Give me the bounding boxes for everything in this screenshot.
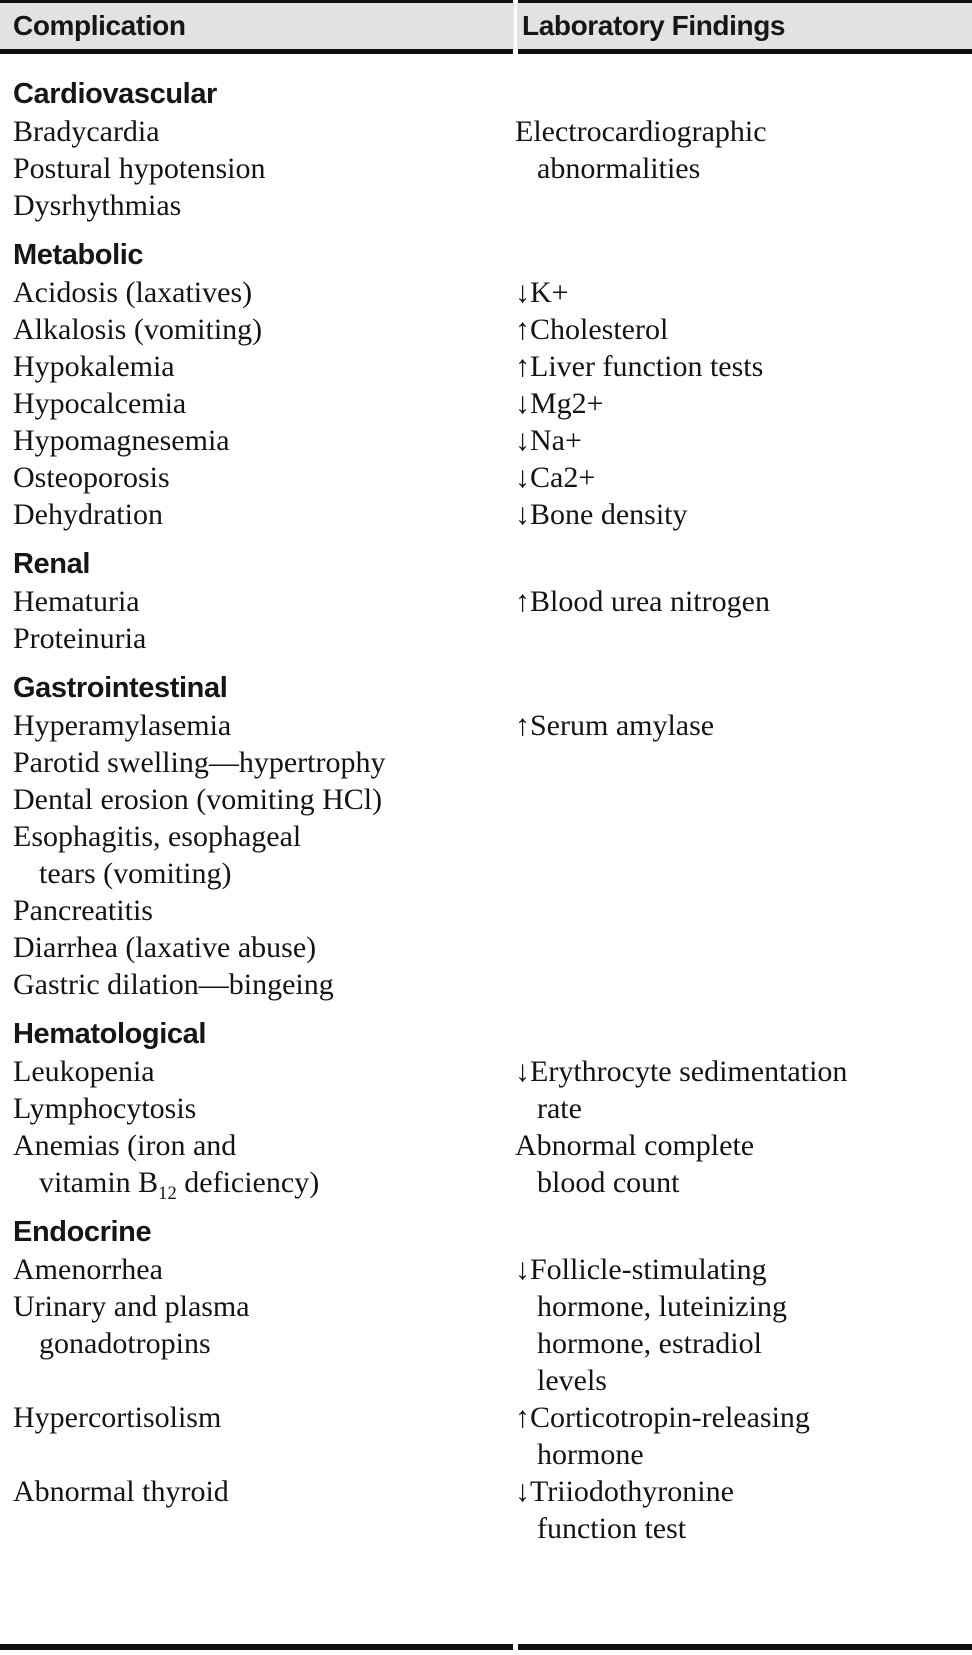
lab-finding-cell: hormone, estradiol	[537, 1327, 762, 1360]
lab-finding-cell: ↓Erythrocyte sedimentation	[515, 1055, 848, 1088]
section-gastrointestinal	[0, 670, 972, 1003]
bottom-rule-right-segment	[518, 1644, 972, 1650]
table-row	[0, 422, 972, 459]
lab-finding-cell: ↑Blood urea nitrogen	[515, 585, 770, 618]
complication-cell: Anemias (iron and	[13, 1129, 237, 1162]
section-hematological	[0, 1016, 972, 1204]
lab-finding-cell	[502, 620, 972, 657]
table-row	[0, 1473, 972, 1510]
header-rule-left-segment	[0, 49, 513, 54]
complication-cell: Hypocalcemia	[13, 387, 187, 420]
complication-cell: Dysrhythmias	[13, 189, 182, 222]
lab-finding-cell: Abnormal complete	[515, 1129, 755, 1162]
table-row	[0, 113, 972, 150]
lab-finding-cell: abnormalities	[537, 152, 701, 185]
lab-finding-cell: ↓K+	[515, 276, 569, 309]
lab-finding-cell: ↑Corticotropin-releasing	[515, 1401, 810, 1434]
lab-finding-cell: ↓Follicle-stimulating	[515, 1253, 767, 1286]
table-row	[0, 1251, 972, 1288]
section-heading-renal: Renal	[13, 548, 90, 580]
table-row	[0, 348, 972, 385]
lab-finding-cell: ↓Mg2+	[515, 387, 604, 420]
table-row	[0, 966, 972, 1003]
complication-cell: Lymphocytosis	[13, 1092, 197, 1125]
complication-cell: tears (vomiting)	[39, 857, 232, 890]
lab-finding-cell: ↓Ca2+	[515, 461, 596, 494]
complication-cell	[0, 1510, 502, 1547]
table-row	[0, 150, 972, 187]
table-row	[0, 1164, 972, 1204]
table-row	[0, 707, 972, 744]
lab-finding-cell: ↓Na+	[515, 424, 582, 457]
section-endocrine	[0, 1214, 972, 1547]
lab-finding-cell: ↑Liver function tests	[515, 350, 764, 383]
lab-finding-cell	[502, 818, 972, 855]
table-row	[0, 1399, 972, 1436]
lab-finding-cell: ↑Cholesterol	[515, 313, 669, 346]
lab-finding-cell: function test	[537, 1512, 687, 1545]
column-header-laboratory-findings-label: Laboratory Findings	[522, 10, 786, 41]
lab-finding-cell: ↑Serum amylase	[515, 709, 715, 742]
table-row	[0, 1325, 972, 1362]
complication-cell: Osteoporosis	[13, 461, 170, 494]
table-row	[0, 744, 972, 781]
subscript-text: 12	[158, 1183, 177, 1204]
section-heading-metabolic: Metabolic	[13, 239, 144, 271]
table-row	[0, 1436, 972, 1473]
column-header-laboratory-findings	[517, 3, 972, 49]
column-header-complication-label: Complication	[13, 10, 186, 41]
table-row	[0, 583, 972, 620]
complication-cell: Acidosis (laxatives)	[13, 276, 253, 309]
complication-cell: Abnormal thyroid	[13, 1475, 229, 1508]
lab-finding-cell: rate	[537, 1092, 582, 1125]
column-header-complication	[0, 3, 514, 49]
section-heading-cardiovascular: Cardiovascular	[13, 78, 217, 110]
complication-cell: Hematuria	[13, 585, 140, 618]
section-heading-hematological: Hematological	[13, 1018, 207, 1050]
section-heading-endocrine: Endocrine	[13, 1216, 152, 1248]
table-header-row	[0, 3, 972, 49]
table-row	[0, 1510, 972, 1547]
table-row	[0, 459, 972, 496]
table-row	[0, 1090, 972, 1127]
table-row	[0, 274, 972, 311]
lab-finding-cell: hormone, luteinizing	[537, 1290, 787, 1323]
table-row	[0, 781, 972, 818]
lab-finding-cell: ↓Bone density	[515, 498, 688, 531]
complication-cell: Proteinuria	[13, 622, 147, 655]
table-row	[0, 1362, 972, 1399]
complication-cell: gonadotropins	[39, 1327, 211, 1360]
lab-finding-cell: ↓Triiodothyronine	[515, 1475, 734, 1508]
lab-finding-cell	[502, 855, 972, 892]
table-row	[0, 818, 972, 855]
complication-text: vitamin B	[39, 1166, 159, 1199]
lab-finding-cell: Electrocardiographic	[515, 115, 767, 148]
complication-cell: Hyperamylasemia	[13, 709, 232, 742]
complication-cell: Gastric dilation—bingeing	[13, 968, 334, 1001]
table-row	[0, 187, 972, 224]
header-divider-rule	[0, 49, 972, 54]
section-metabolic	[0, 237, 972, 533]
complication-cell: Urinary and plasma	[13, 1290, 250, 1323]
complication-cell: Postural hypotension	[13, 152, 266, 185]
table-body	[0, 54, 972, 1547]
table-row	[0, 1053, 972, 1090]
lab-finding-cell: blood count	[537, 1166, 680, 1199]
complication-cell	[0, 1164, 502, 1204]
section-cardiovascular	[0, 76, 972, 224]
complication-cell: Amenorrhea	[13, 1253, 163, 1286]
section-heading-gastrointestinal: Gastrointestinal	[13, 672, 228, 704]
lab-finding-cell: hormone	[537, 1438, 644, 1471]
complication-cell: Parotid swelling—hypertrophy	[13, 746, 386, 779]
lab-finding-cell: levels	[537, 1364, 607, 1397]
section-renal	[0, 546, 972, 657]
complication-cell: Pancreatitis	[13, 894, 153, 927]
complication-cell: Hypokalemia	[13, 350, 175, 383]
lab-finding-cell	[502, 744, 972, 781]
complication-cell: Esophagitis, esophageal	[13, 820, 302, 853]
complication-cell: Dehydration	[13, 498, 163, 531]
lab-finding-cell	[502, 966, 972, 1003]
complication-cell: Leukopenia	[13, 1055, 155, 1088]
lab-finding-cell	[502, 929, 972, 966]
table-row	[0, 620, 972, 657]
complication-cell: Hypercortisolism	[13, 1401, 222, 1434]
complication-cell: Alkalosis (vomiting)	[13, 313, 263, 346]
table-row	[0, 892, 972, 929]
table-bottom-rule	[0, 1644, 972, 1650]
complication-cell	[0, 1362, 502, 1399]
header-rule-right-segment	[518, 49, 972, 54]
lab-finding-cell	[502, 187, 972, 224]
table-row	[0, 385, 972, 422]
table-row	[0, 496, 972, 533]
complication-cell	[0, 1436, 502, 1473]
complication-cell: Diarrhea (laxative abuse)	[13, 931, 317, 964]
table-row	[0, 311, 972, 348]
lab-finding-cell	[502, 781, 972, 818]
lab-finding-cell	[502, 892, 972, 929]
complication-cell: Bradycardia	[13, 115, 160, 148]
table-row	[0, 1127, 972, 1164]
bottom-rule-left-segment	[0, 1644, 513, 1650]
table-row	[0, 929, 972, 966]
complication-cell: Dental erosion (vomiting HCl)	[13, 783, 383, 816]
complication-text: deficiency)	[176, 1166, 320, 1199]
table-row	[0, 855, 972, 892]
complication-cell: Hypomagnesemia	[13, 424, 230, 457]
table-row	[0, 1288, 972, 1325]
